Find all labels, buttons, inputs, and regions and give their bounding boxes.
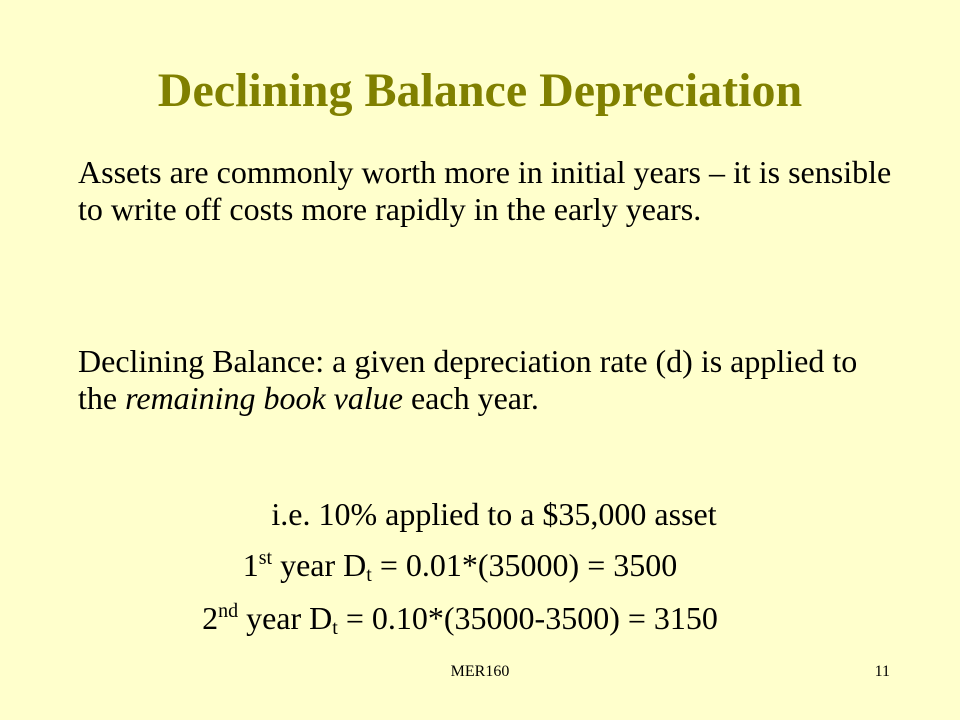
paragraph-definition bbox=[78, 343, 898, 417]
example-line-2 bbox=[0, 600, 940, 637]
definition-emphasis: remaining book value bbox=[125, 380, 403, 416]
line2-subscript: t bbox=[332, 617, 338, 639]
paragraph-intro: Assets are commonly worth more in initial years – it is sensible to write off costs more rapidly in the early years. bbox=[78, 154, 892, 227]
definition-text-start: Declining Balance: a given depreciation rate (d) is applied to the bbox=[78, 343, 858, 416]
line2-number: 2 bbox=[202, 600, 219, 636]
footer-page-number: 11 bbox=[874, 663, 890, 680]
line2-label: year D bbox=[238, 600, 333, 636]
footer-course: MER160 bbox=[450, 663, 510, 680]
line1-subscript: t bbox=[366, 564, 372, 586]
example-line-1 bbox=[0, 547, 940, 584]
line1-ordinal-suffix: st bbox=[258, 547, 273, 569]
line2-ordinal-suffix: nd bbox=[218, 600, 239, 622]
line1-equation: = 0.01*(35000) = 3500 bbox=[371, 547, 678, 583]
line1-label: year D bbox=[272, 547, 367, 583]
line2-equation: = 0.10*(35000-3500) = 3150 bbox=[337, 600, 718, 636]
slide-title: Declining Balance Depreciation bbox=[157, 64, 803, 117]
definition-text-end: each year. bbox=[402, 380, 539, 416]
example-intro: i.e. 10% applied to a $35,000 asset bbox=[271, 496, 717, 532]
line1-number: 1 bbox=[242, 547, 259, 583]
